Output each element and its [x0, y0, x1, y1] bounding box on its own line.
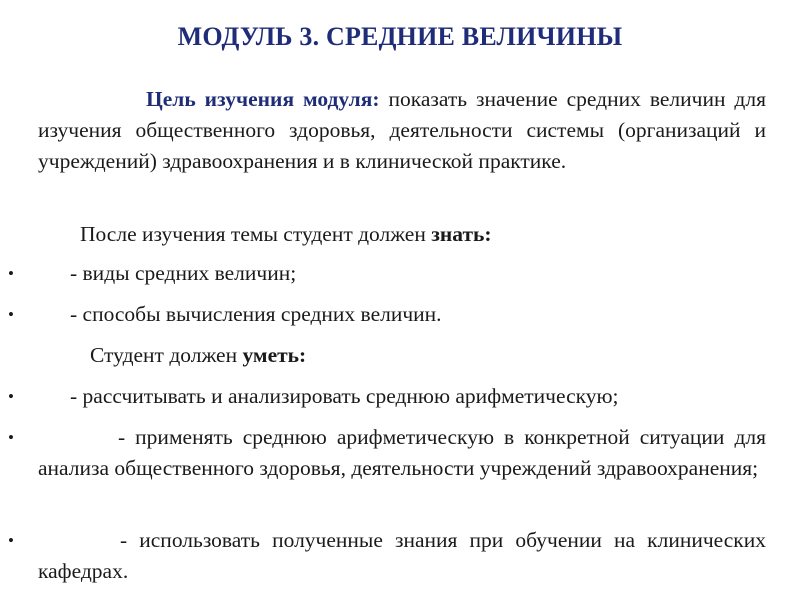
- know-intro-line: [80, 219, 492, 250]
- bullet-icon: •: [8, 387, 14, 406]
- page-title: МОДУЛЬ 3. СРЕДНИЕ ВЕЛИЧИНЫ: [177, 22, 623, 51]
- can-item-2-text: - применять среднюю арифметическую в конкретной ситуации для анализа общественного здоровья, деятельности учреждений здравоохранения;: [38, 425, 766, 480]
- can-item-3-text: - использовать полученные знания при обучении на клинических кафедрах.: [38, 528, 766, 583]
- can-intro-line: [90, 340, 306, 371]
- goal-text: показать значение средних величин для изучения общественного здоровья, деятельности системы (организаций и учреждений) здравоохранения и в клинической практике.: [38, 87, 766, 173]
- can-item-2: [38, 422, 766, 484]
- goal-paragraph: [38, 84, 766, 177]
- bullet-icon: •: [8, 531, 14, 550]
- bullet-icon: •: [8, 264, 14, 283]
- know-intro: После изучения темы студент должен: [80, 222, 426, 246]
- know-item-2: - способы вычисления средних величин.: [70, 302, 442, 326]
- know-keyword: знать:: [431, 222, 492, 246]
- goal-label: Цель изучения модуля:: [146, 87, 380, 111]
- bullet-icon: •: [8, 428, 14, 447]
- can-intro: Студент должен: [90, 343, 238, 367]
- bullet-icon: •: [8, 305, 14, 324]
- can-item-3: [38, 525, 766, 587]
- can-item-1: - рассчитывать и анализировать среднюю арифметическую;: [70, 384, 619, 408]
- know-item-1: - виды средних величин;: [70, 261, 297, 285]
- can-keyword: уметь:: [242, 343, 307, 367]
